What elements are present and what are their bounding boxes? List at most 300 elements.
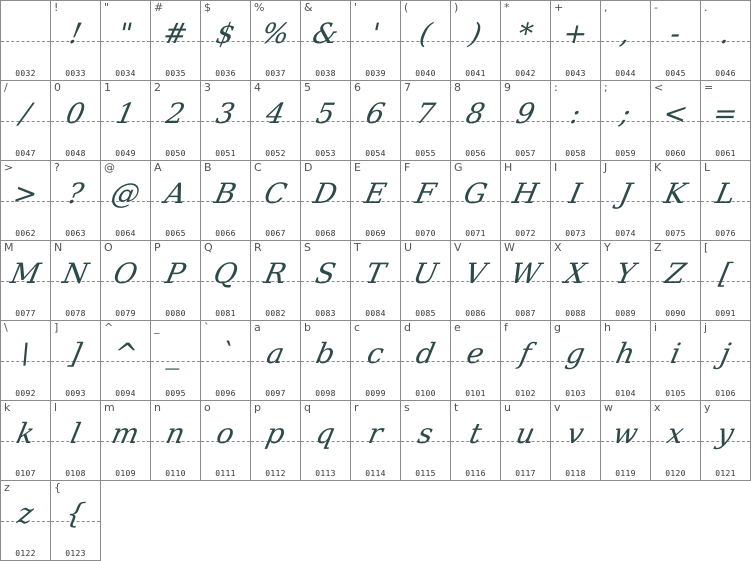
glyph-sample: W: [507, 257, 544, 290]
glyph-char-label: 7: [404, 81, 411, 94]
glyph-char-label: ,: [604, 1, 608, 14]
glyph-code: 0098: [315, 389, 336, 398]
glyph-sample: q: [313, 417, 339, 450]
glyph-code: 0039: [365, 69, 386, 78]
glyph-code: 0105: [665, 389, 686, 398]
glyph-char-label: 0: [54, 81, 61, 94]
glyph-cell[interactable]: [251, 241, 301, 321]
glyph-char-label: =: [704, 81, 714, 94]
glyph-char-label: 8: [454, 81, 461, 94]
glyph-cell[interactable]: [251, 321, 301, 401]
glyph-sample: U: [410, 257, 441, 290]
glyph-sample: S: [312, 257, 339, 290]
glyph-sample: a: [263, 337, 288, 370]
glyph-code: 0041: [465, 69, 486, 78]
glyph-code: 0044: [615, 69, 636, 78]
glyph-char-label: l: [54, 401, 58, 414]
glyph-code: 0070: [415, 229, 436, 238]
glyph-sample: ': [368, 17, 383, 50]
glyph-sample: &: [309, 17, 342, 50]
glyph-cell[interactable]: [451, 241, 501, 321]
glyph-sample: l: [67, 417, 84, 450]
glyph-cell[interactable]: [551, 81, 601, 161]
glyph-cell[interactable]: [601, 321, 651, 401]
glyph-cell[interactable]: [701, 241, 751, 321]
glyph-code: 0052: [265, 149, 286, 158]
glyph-char-label: ": [104, 1, 110, 14]
glyph-char-label: ): [454, 1, 459, 14]
glyph-cell[interactable]: [701, 81, 751, 161]
glyph-sample: b: [313, 337, 339, 370]
glyph-char-label: v: [554, 401, 561, 414]
glyph-cell[interactable]: [451, 81, 501, 161]
glyph-char-label: @: [104, 161, 115, 174]
glyph-sample: N: [59, 257, 92, 290]
glyph-char-label: L: [704, 161, 711, 174]
glyph-cell[interactable]: [101, 321, 151, 401]
glyph-cell[interactable]: [101, 241, 151, 321]
glyph-char-label: r: [354, 401, 359, 414]
glyph-sample: y: [714, 417, 738, 450]
glyph-char-label: c: [354, 321, 361, 334]
glyph-code: 0091: [715, 309, 736, 318]
glyph-cell[interactable]: [351, 0, 401, 81]
glyph-cell[interactable]: [401, 401, 451, 481]
glyph-code: 0086: [465, 309, 486, 318]
glyph-cell[interactable]: [451, 401, 501, 481]
glyph-sample: Q: [210, 257, 241, 290]
glyph-sample: ,: [617, 17, 634, 50]
glyph-code: 0114: [365, 469, 386, 478]
glyph-char-label: #: [154, 1, 164, 14]
glyph-char-label: n: [154, 401, 161, 414]
glyph-cell[interactable]: [401, 81, 451, 161]
glyph-sample: j: [717, 337, 734, 370]
glyph-code: 0088: [565, 309, 586, 318]
glyph-char-label: N: [54, 241, 63, 254]
glyph-sample: %: [258, 17, 293, 50]
glyph-cell[interactable]: [401, 241, 451, 321]
glyph-cell[interactable]: [101, 401, 151, 481]
glyph-cell[interactable]: [201, 401, 251, 481]
glyph-cell[interactable]: [501, 161, 551, 241]
glyph-char-label: H: [504, 161, 513, 174]
glyph-sample: V: [461, 257, 490, 290]
glyph-cell[interactable]: [101, 0, 151, 81]
glyph-cell[interactable]: [551, 161, 601, 241]
glyph-cell[interactable]: [151, 401, 201, 481]
glyph-sample: O: [110, 257, 141, 290]
glyph-cell[interactable]: [151, 81, 201, 161]
glyph-cell[interactable]: [201, 241, 251, 321]
glyph-code: 0049: [115, 149, 136, 158]
glyph-code: 0115: [415, 469, 436, 478]
glyph-code: 0064: [115, 229, 136, 238]
glyph-cell[interactable]: [701, 161, 751, 241]
glyph-code: 0058: [565, 149, 586, 158]
glyph-char-label: s: [404, 401, 410, 414]
glyph-cell[interactable]: [401, 321, 451, 401]
glyph-char-label: 2: [154, 81, 161, 94]
glyph-char-label: 6: [354, 81, 361, 94]
glyph-char-label: u: [504, 401, 511, 414]
glyph-code: 0060: [665, 149, 686, 158]
glyph-code: 0090: [665, 309, 686, 318]
glyph-cell[interactable]: [351, 241, 401, 321]
glyph-sample: g: [563, 337, 589, 370]
glyph-char-label: R: [254, 241, 262, 254]
glyph-char-label: C: [254, 161, 262, 174]
glyph-sample: X: [562, 257, 590, 290]
glyph-cell[interactable]: [0, 481, 51, 561]
glyph-sample: f: [516, 337, 535, 370]
glyph-sample: n: [163, 417, 189, 450]
glyph-cell[interactable]: [601, 241, 651, 321]
glyph-sample: ^: [110, 337, 141, 370]
glyph-char-label: y: [704, 401, 711, 414]
glyph-sample: :: [567, 97, 584, 130]
glyph-sample: *: [515, 17, 537, 50]
glyph-char-label: o: [204, 401, 211, 414]
glyph-code: 0067: [265, 229, 286, 238]
glyph-code: 0082: [265, 309, 286, 318]
glyph-cell[interactable]: [401, 0, 451, 81]
glyph-sample: <: [660, 97, 691, 130]
glyph-cell[interactable]: [501, 0, 551, 81]
glyph-sample: u: [513, 417, 539, 450]
glyph-char-label: W: [504, 241, 515, 254]
glyph-sample: 4: [263, 97, 289, 130]
glyph-code: 0093: [65, 389, 86, 398]
glyph-cell[interactable]: [51, 241, 101, 321]
glyph-char-label: m: [104, 401, 115, 414]
glyph-code: 0095: [165, 389, 186, 398]
glyph-code: 0034: [115, 69, 136, 78]
glyph-char-label: +: [554, 1, 564, 14]
glyph-char-label: {: [54, 481, 61, 494]
glyph-cell[interactable]: [651, 161, 701, 241]
glyph-cell[interactable]: [151, 0, 201, 81]
glyph-cell[interactable]: [451, 321, 501, 401]
glyph-cell[interactable]: [601, 81, 651, 161]
glyph-char-label: X: [554, 241, 562, 254]
glyph-sample: H: [509, 177, 542, 210]
glyph-sample: 1: [113, 97, 139, 130]
glyph-code: 0076: [715, 229, 736, 238]
glyph-sample: \: [17, 337, 34, 370]
glyph-char-label: Q: [204, 241, 213, 254]
glyph-cell[interactable]: [601, 401, 651, 481]
glyph-code: 0108: [65, 469, 86, 478]
glyph-code: 0069: [365, 229, 386, 238]
glyph-cell[interactable]: [51, 81, 101, 161]
glyph-sample: +: [560, 17, 591, 50]
glyph-code: 0117: [515, 469, 536, 478]
glyph-cell[interactable]: [51, 0, 101, 81]
glyph-cell[interactable]: [51, 401, 101, 481]
glyph-sample: .: [717, 17, 734, 50]
glyph-sample: Z: [662, 257, 689, 290]
glyph-code: 0038: [315, 69, 336, 78]
glyph-char-label: K: [654, 161, 662, 174]
glyph-char-label: M: [4, 241, 14, 254]
glyph-sample: 7: [413, 97, 439, 130]
glyph-cell[interactable]: [51, 321, 101, 401]
glyph-cell[interactable]: [551, 321, 601, 401]
glyph-sample: ): [466, 17, 485, 50]
glyph-char-label: ;: [604, 81, 608, 94]
glyph-char-label: *: [504, 1, 510, 14]
glyph-sample: =: [710, 97, 741, 130]
glyph-code: 0104: [615, 389, 636, 398]
glyph-char-label: a: [254, 321, 261, 334]
glyph-code: 0077: [15, 309, 36, 318]
glyph-code: 0065: [165, 229, 186, 238]
glyph-sample: h: [613, 337, 639, 370]
glyph-code: 0068: [315, 229, 336, 238]
glyph-char-label: P: [154, 241, 161, 254]
glyph-code: 0123: [65, 549, 86, 558]
glyph-code: 0042: [515, 69, 536, 78]
glyph-cell[interactable]: [251, 0, 301, 81]
glyph-code: 0040: [415, 69, 436, 78]
glyph-cell[interactable]: [651, 401, 701, 481]
glyph-cell[interactable]: [0, 81, 51, 161]
glyph-cell[interactable]: [651, 0, 701, 81]
glyph-cell[interactable]: [551, 401, 601, 481]
glyph-char-label: w: [604, 401, 613, 414]
glyph-char-label: (: [404, 1, 409, 14]
glyph-char-label: U: [404, 241, 413, 254]
glyph-sample: Y: [612, 257, 639, 290]
glyph-sample: G: [460, 177, 491, 210]
glyph-sample: J: [616, 177, 635, 210]
glyph-code: 0078: [65, 309, 86, 318]
glyph-cell[interactable]: [651, 321, 701, 401]
glyph-sample: B: [211, 177, 240, 210]
glyph-cell[interactable]: [601, 0, 651, 81]
glyph-cell[interactable]: [401, 161, 451, 241]
glyph-code: 0059: [615, 149, 636, 158]
glyph-code: 0083: [315, 309, 336, 318]
glyph-cell[interactable]: [451, 161, 501, 241]
glyph-sample: L: [712, 177, 739, 210]
glyph-char-label: Z: [654, 241, 662, 254]
glyph-cell[interactable]: [701, 321, 751, 401]
glyph-cell[interactable]: [601, 161, 651, 241]
glyph-code: 0102: [515, 389, 536, 398]
glyph-cell[interactable]: [201, 0, 251, 81]
glyph-char-label: $: [204, 1, 211, 14]
glyph-char-label: G: [454, 161, 463, 174]
glyph-code: 0048: [65, 149, 86, 158]
glyph-cell[interactable]: [701, 401, 751, 481]
glyph-code: 0121: [715, 469, 736, 478]
glyph-cell[interactable]: [251, 161, 301, 241]
glyph-cell[interactable]: [201, 321, 251, 401]
glyph-sample: [: [716, 257, 735, 290]
glyph-code: 0103: [565, 389, 586, 398]
glyph-code: 0110: [165, 469, 186, 478]
glyph-char-label: 3: [204, 81, 211, 94]
glyph-sample: $: [213, 17, 239, 50]
glyph-code: 0111: [215, 469, 236, 478]
glyph-cell[interactable]: [151, 321, 201, 401]
glyph-sample: `: [215, 337, 237, 370]
glyph-sample: ;: [617, 97, 634, 130]
glyph-code: 0061: [715, 149, 736, 158]
glyph-cell[interactable]: [501, 241, 551, 321]
glyph-code: 0057: [515, 149, 536, 158]
glyph-cell[interactable]: [301, 401, 351, 481]
glyph-cell[interactable]: [0, 241, 51, 321]
glyph-code: 0063: [65, 229, 86, 238]
glyph-code: 0106: [715, 389, 736, 398]
glyph-char-label: -: [654, 1, 658, 14]
glyph-code: 0075: [665, 229, 686, 238]
glyph-cell[interactable]: [651, 241, 701, 321]
glyph-cell[interactable]: [151, 241, 201, 321]
glyph-cell[interactable]: [51, 161, 101, 241]
glyph-char-label: D: [304, 161, 313, 174]
glyph-code: 0062: [15, 229, 36, 238]
glyph-code: 0066: [215, 229, 236, 238]
glyph-cell[interactable]: [101, 81, 151, 161]
glyph-code: 0079: [115, 309, 136, 318]
glyph-sample: A: [161, 177, 190, 210]
glyph-cell[interactable]: [51, 481, 101, 561]
glyph-code: 0101: [465, 389, 486, 398]
glyph-char-label: k: [4, 401, 11, 414]
glyph-char-label: V: [454, 241, 462, 254]
glyph-cell[interactable]: [301, 0, 351, 81]
glyph-char-label: Y: [604, 241, 611, 254]
glyph-cell[interactable]: [0, 321, 51, 401]
glyph-cell[interactable]: [301, 81, 351, 161]
glyph-sample: R: [261, 257, 290, 290]
glyph-char-label: ': [354, 1, 358, 14]
glyph-cell[interactable]: [201, 81, 251, 161]
glyph-cell[interactable]: [151, 161, 201, 241]
glyph-char-label: 1: [104, 81, 111, 94]
glyph-cell[interactable]: [351, 161, 401, 241]
glyph-code: 0071: [465, 229, 486, 238]
glyph-char-label: h: [604, 321, 611, 334]
glyph-char-label: [: [704, 241, 709, 254]
glyph-char-label: F: [404, 161, 411, 174]
glyph-code: 0112: [265, 469, 286, 478]
glyph-char-label: :: [554, 81, 558, 94]
glyph-sample: w: [610, 417, 642, 450]
glyph-sample: m: [108, 417, 143, 450]
glyph-cell[interactable]: [251, 81, 301, 161]
glyph-sample: E: [361, 177, 390, 210]
glyph-sample: {: [63, 497, 89, 530]
glyph-sample: K: [661, 177, 690, 210]
glyph-cell[interactable]: [301, 321, 351, 401]
glyph-cell[interactable]: [351, 401, 401, 481]
glyph-code: 0045: [665, 69, 686, 78]
glyph-char-label: ?: [54, 161, 60, 174]
glyph-cell[interactable]: [701, 0, 751, 81]
glyph-sample: _: [165, 337, 187, 370]
glyph-cell[interactable]: [351, 321, 401, 401]
glyph-sample: ": [115, 17, 136, 50]
glyph-code: 0074: [615, 229, 636, 238]
glyph-sample: i: [667, 337, 684, 370]
glyph-char-label: 4: [254, 81, 261, 94]
glyph-char-label: `: [204, 321, 210, 334]
glyph-cell[interactable]: [201, 161, 251, 241]
glyph-char-label: b: [304, 321, 311, 334]
glyph-cell[interactable]: [0, 161, 51, 241]
glyph-char-label: &: [304, 1, 313, 14]
glyph-code: 0097: [265, 389, 286, 398]
glyph-code: 0099: [365, 389, 386, 398]
glyph-char-label: ]: [54, 321, 59, 334]
glyph-sample: F: [412, 177, 439, 210]
glyph-cell[interactable]: [0, 0, 51, 81]
glyph-char-label: t: [454, 401, 459, 414]
glyph-code: 0122: [15, 549, 36, 558]
glyph-sample: c: [364, 337, 387, 370]
glyph-sample: #: [160, 17, 191, 50]
glyph-code: 0051: [215, 149, 236, 158]
glyph-sample: (: [416, 17, 435, 50]
glyph-code: 0085: [415, 309, 436, 318]
glyph-cell[interactable]: [501, 401, 551, 481]
glyph-sample: 8: [463, 97, 489, 130]
glyph-code: 0087: [515, 309, 536, 318]
glyph-sample: I: [566, 177, 585, 210]
glyph-sample: !: [66, 17, 85, 50]
glyph-code: 0035: [165, 69, 186, 78]
glyph-cell[interactable]: [301, 161, 351, 241]
glyph-cell[interactable]: [651, 81, 701, 161]
glyph-code: 0053: [315, 149, 336, 158]
glyph-char-label: %: [254, 1, 265, 14]
glyph-char-label: f: [504, 321, 508, 334]
glyph-code: 0072: [515, 229, 536, 238]
glyph-sample: p: [263, 417, 289, 450]
glyph-char-label: \: [4, 321, 8, 334]
glyph-cell[interactable]: [251, 401, 301, 481]
glyph-cell[interactable]: [351, 81, 401, 161]
glyph-code: 0054: [365, 149, 386, 158]
glyph-code: 0046: [715, 69, 736, 78]
glyph-sample: 0: [63, 97, 89, 130]
glyph-cell[interactable]: [501, 81, 551, 161]
glyph-code: 0036: [215, 69, 236, 78]
glyph-code: 0120: [665, 469, 686, 478]
glyph-code: 0119: [615, 469, 636, 478]
glyph-cell[interactable]: [551, 241, 601, 321]
glyph-char-label: O: [104, 241, 113, 254]
glyph-sample: 6: [363, 97, 389, 130]
glyph-cell[interactable]: [301, 241, 351, 321]
glyph-sample: k: [13, 417, 38, 450]
glyph-cell[interactable]: [551, 0, 601, 81]
glyph-char-label: i: [654, 321, 658, 334]
glyph-cell[interactable]: [501, 321, 551, 401]
glyph-sample: P: [162, 257, 189, 290]
glyph-cell[interactable]: [451, 0, 501, 81]
glyph-code: 0080: [165, 309, 186, 318]
glyph-sample: ?: [64, 177, 87, 210]
glyph-cell[interactable]: [0, 401, 51, 481]
glyph-code: 0113: [315, 469, 336, 478]
glyph-cell[interactable]: [101, 161, 151, 241]
